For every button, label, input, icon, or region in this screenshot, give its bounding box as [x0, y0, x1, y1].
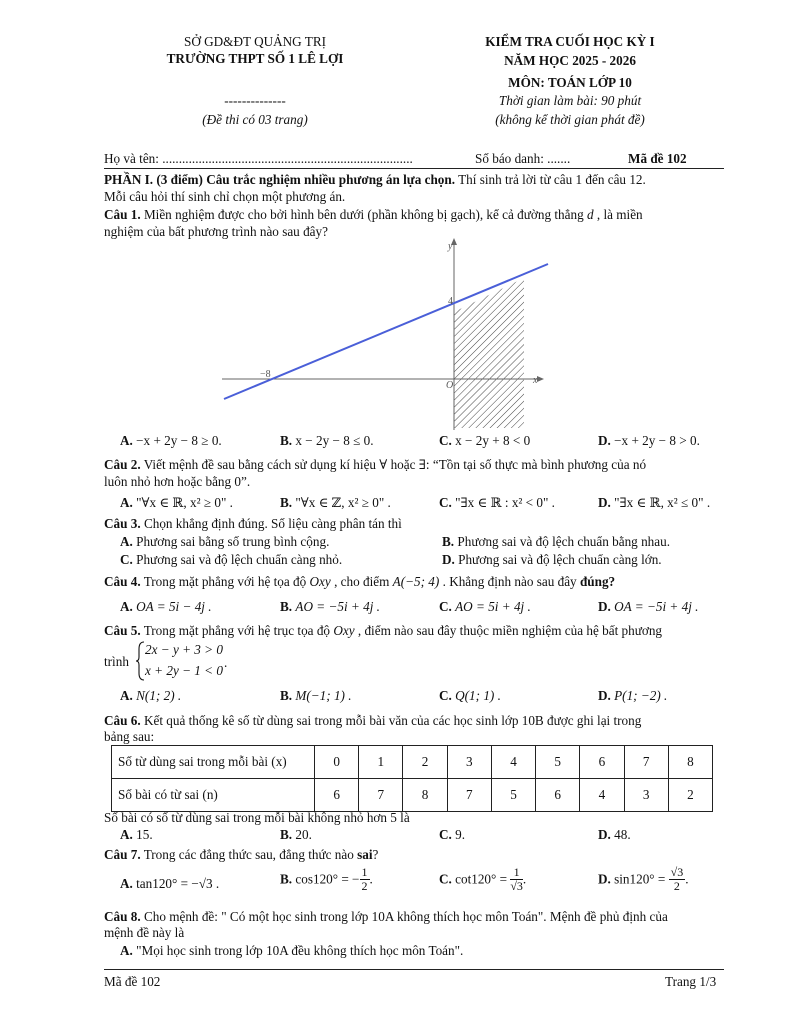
q4-option-d: D. OA = −5i + 4j . [598, 599, 699, 614]
q1-option-b: B. x − 2y − 8 ≤ 0. [280, 433, 374, 448]
x-axis-label: x [533, 375, 538, 386]
q2-option-b: B. "∀x ∈ ℤ, x² ≥ 0" . [280, 495, 391, 510]
q1-option-a: A. −x + 2y − 8 ≥ 0. [120, 433, 222, 448]
q6-option-d: D. 48. [598, 827, 631, 842]
tick-4: 4 [448, 296, 453, 307]
q3-option-a: A. Phương sai bằng số trung bình cộng. [120, 534, 330, 549]
y-axis-label: y [448, 241, 453, 252]
student-name-field: Họ và tên: ............................................................................ [104, 151, 413, 166]
hatched-region [454, 278, 524, 428]
q5-option-a: A. N(1; 2) . [120, 688, 182, 703]
q7-option-c: C. cot120° = $\frac{1}{√3}$ . [439, 865, 527, 893]
q6-option-a: A. 15. [120, 827, 153, 842]
footer-page-number: Trang 1/3 [665, 974, 717, 989]
q5-option-c: C. Q(1; 1) . [439, 688, 501, 703]
q6-after-text: Số bài có số từ dùng sai trong mỗi bài không nhỏ hơn 5 là [104, 810, 410, 825]
q2-option-d: D. "∃x ∈ ℝ, x² ≤ 0" . [598, 495, 711, 510]
q6-text: Câu 6. Kết quả thống kê số từ dùng sai trong mỗi bài văn của các học sinh lớp 10B được ghi lại trong [104, 713, 642, 728]
subject: MÔN: TOÁN LỚP 10 [508, 75, 632, 90]
header-dashes: -------------- [224, 93, 286, 108]
system-brace [135, 641, 145, 681]
table-row: Số bài có từ sai (n) 6 7 8 7 5 6 4 3 2 [112, 779, 713, 812]
q2-text-line2: luôn nhỏ hơn hoặc bằng 0”. [104, 474, 251, 489]
q5-text: Câu 5. Trong mặt phẳng với hệ trục tọa độ Oxy , điểm nào sau đây thuộc miền nghiệm của hệ bất phương [104, 623, 663, 638]
q8-option-a: A. "Mọi học sinh trong lớp 10A đều không thích học môn Toán". [120, 943, 464, 958]
q7-option-b: B. cos120° = − $\frac{1}{2}$ . [280, 865, 373, 893]
q4-option-a: A. OA = 5i − 4j . [120, 599, 212, 614]
q1-option-c: C. x − 2y + 8 < 0 [439, 433, 531, 448]
tick-neg8: −8 [260, 369, 271, 380]
school-year: NĂM HỌC 2025 - 2026 [504, 53, 636, 68]
q8-text-line2: mệnh đề này là [104, 925, 185, 940]
system-ineq-1: 2x − y + 3 > 0 [145, 642, 223, 657]
origin-label: O [446, 380, 454, 391]
q3-option-c: C. Phương sai và độ lệch chuẩn càng nhỏ. [120, 552, 343, 567]
row1-header: Số từ dùng sai trong mỗi bài (x) [112, 746, 315, 779]
part1-heading: PHẦN I. (3 điểm) Câu trắc nghiệm nhiều phương án lựa chọn. Thí sinh trả lời từ câu 1 đến câu 12. [104, 172, 646, 187]
q5-text-line2: trình [104, 654, 129, 669]
exam-time: Thời gian làm bài: 90 phút [498, 93, 642, 108]
q7-option-d: D. sin120° = $\frac{√3}{2}$ . [598, 865, 689, 893]
q8-text: Câu 8. Cho mệnh đề: " Có một học sinh trong lớp 10A không thích học môn Toán". Mệnh đề phủ định của [104, 909, 668, 924]
q5-option-d: D. P(1; −2) . [598, 688, 668, 703]
dept-name: SỞ GD&ĐT QUẢNG TRỊ [183, 34, 327, 49]
q5-option-b: B. M(−1; 1) . [280, 688, 352, 703]
q3-option-d: D. Phương sai và độ lệch chuẩn càng lớn. [442, 552, 662, 567]
page-count-note: (Đề thi có 03 trang) [202, 112, 308, 127]
q6-table [111, 745, 713, 812]
q1-text: Câu 1. Miền nghiệm được cho bởi hình bên dưới (phần không bị gạch), kể cả đường thẳng d , là miền [104, 207, 643, 222]
exam-code: Mã đề 102 [628, 151, 687, 166]
footer-exam-code: Mã đề 102 [104, 974, 161, 989]
header-divider [104, 168, 724, 169]
school-name: TRƯỜNG THPT SỐ 1 LÊ LỢI [166, 51, 344, 66]
system-ineq-2: x + 2y − 1 < 0 [145, 663, 223, 678]
part1-instruction: Mỗi câu hỏi thí sinh chỉ chọn một phương án. [104, 189, 346, 204]
q4-option-c: C. AO = 5i + 4j . [439, 599, 531, 614]
q4-option-b: B. AO = −5i + 4j . [280, 599, 380, 614]
footer-divider [104, 969, 724, 970]
q6-option-c: C. 9. [439, 827, 466, 842]
q2-option-c: C. "∃x ∈ ℝ : x² < 0" . [439, 495, 555, 510]
q2-option-a: A. "∀x ∈ ℝ, x² ≥ 0" . [120, 495, 233, 510]
q7-text: Câu 7. Trong các đẳng thức sau, đẳng thức nào sai? [104, 847, 379, 862]
q2-text: Câu 2. Viết mệnh đề sau bằng cách sử dụng kí hiệu ∀ hoặc ∃: “Tồn tại số thực mà bình phương của nó [104, 457, 647, 472]
q1-option-d: D. −x + 2y − 8 > 0. [598, 433, 700, 448]
q6-text-line2: bảng sau: [104, 729, 155, 744]
student-id-field: Số báo danh: ....... [475, 151, 571, 166]
q1-text-line2: nghiệm của bất phương trình nào sau đây? [104, 224, 328, 239]
table-row: Số từ dùng sai trong mỗi bài (x) 0 1 2 3 4 5 6 7 8 [112, 746, 713, 779]
q1-graph [220, 238, 550, 432]
row2-header: Số bài có từ sai (n) [112, 779, 315, 812]
q4-text: Câu 4. Trong mặt phẳng với hệ tọa độ Oxy , cho điểm A(−5; 4) . Khẳng định nào sau đây đúng? [104, 574, 616, 589]
q3-text: Câu 3. Chọn khẳng định đúng. Số liệu càng phân tán thì [104, 516, 402, 531]
exam-title: KIỂM TRA CUỐI HỌC KỲ I [485, 34, 655, 49]
q3-option-b: B. Phương sai và độ lệch chuẩn bằng nhau. [442, 534, 671, 549]
q6-option-b: B. 20. [280, 827, 312, 842]
exam-time-note: (không kể thời gian phát đề) [495, 112, 645, 127]
q7-option-a: A. tan120° = −√3 . [120, 876, 220, 891]
